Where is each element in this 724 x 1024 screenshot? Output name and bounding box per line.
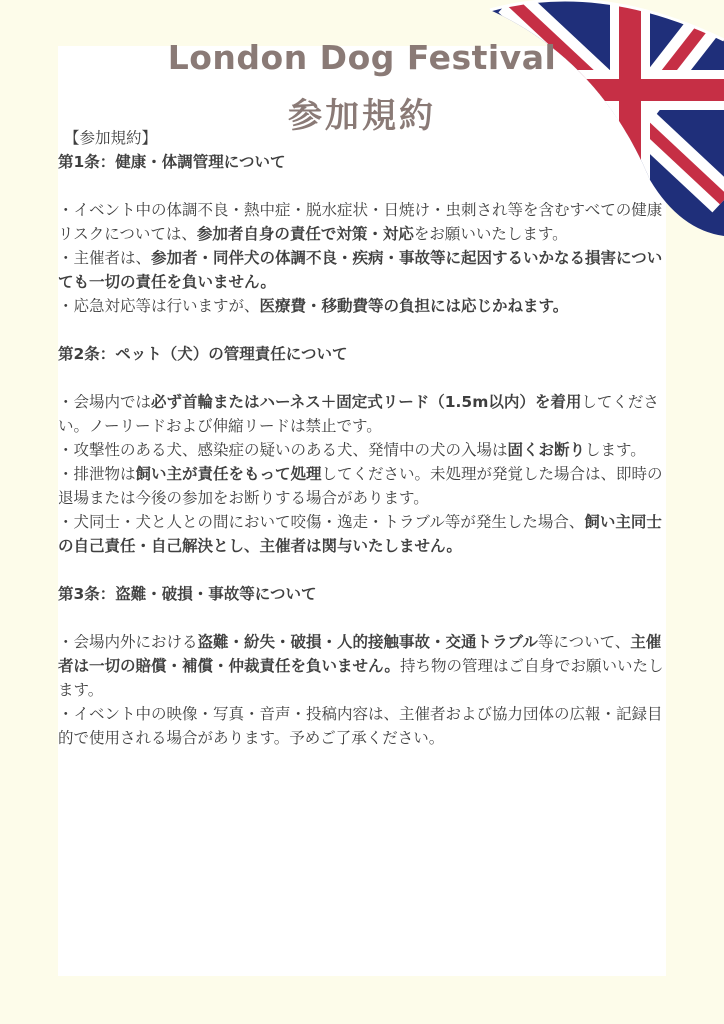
article2-paragraph2: ・攻撃性のある犬、感染症の疑いのある犬、発情中の犬の入場は固くお断りします。 [58, 441, 646, 459]
article2-paragraph3: ・排泄物は飼い主が責任をもって処理してください。未処理が発覚した場合は、即時の退場または今後の参加をお断りする場合があります。 [58, 465, 663, 507]
article3-paragraph1: ・会場内外における盗難・紛失・破損・人的接触事故・交通トラブル等について、主催者は一切の賠償・補償・仲裁責任を負いません。持ち物の管理はご自身でお願いいたします。 [58, 633, 664, 699]
article2-paragraph4: ・犬同士・犬と人との間において咬傷・逸走・トラブル等が発生した場合、飼い主同士の自己責任・自己解決とし、主催者は関与いたしません。 [58, 513, 662, 555]
terms-body [58, 126, 676, 750]
article1-paragraph1: ・イベント中の体調不良・熱中症・脱水症状・日焼け・虫刺され等を含むすべての健康リスクについては、参加者自身の責任で対策・対応をお願いいたします。 [58, 201, 663, 243]
article2-heading: 第2条：ペット（犬）の管理責任について [58, 345, 348, 363]
article1-paragraph2: ・主催者は、参加者・同伴犬の体調不良・疾病・事故等に起因するいかなる損害についても一切の責任を負いません。 [58, 249, 663, 291]
festival-title: London Dog Festival [167, 38, 557, 77]
article1-paragraph3: ・応急対応等は行いますが、医療費・移動費等の負担には応じかねます。 [58, 297, 569, 315]
article2-paragraph1: ・会場内では必ず首輪またはハーネス＋固定式リード（1.5m以内）を着用してください。ノーリードおよび伸縮リードは禁止です。 [58, 393, 659, 435]
page-title: 参加規約 [288, 96, 436, 136]
article3-heading: 第3条：盗難・破損・事故等について [58, 585, 317, 603]
article1-heading: 第1条：健康・体調管理について [58, 153, 286, 171]
terms-label: 【参加規約】 [64, 129, 158, 147]
article3-paragraph2: ・イベント中の映像・写真・音声・投稿内容は、主催者および協力団体の広報・記録目的で使用される場合があります。予めご了承ください。 [58, 705, 663, 747]
